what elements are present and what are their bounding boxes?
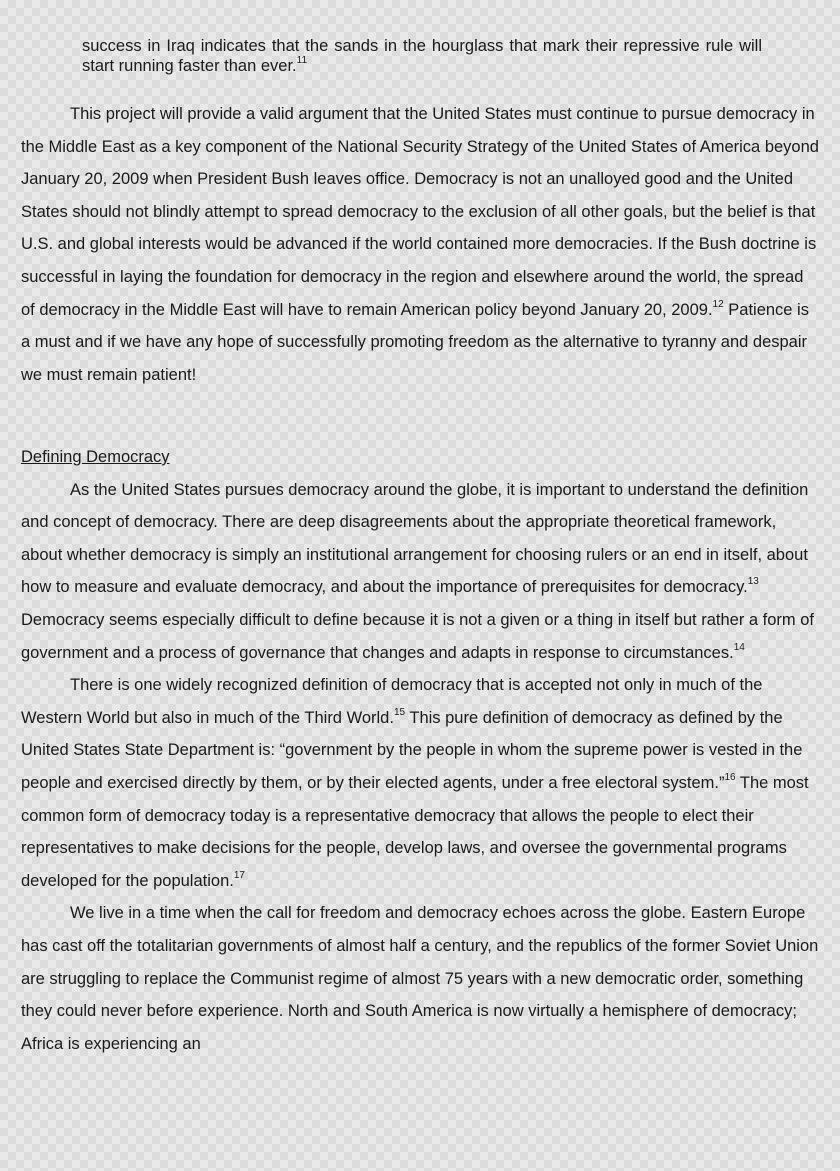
paragraph-text: This pure definition of democracy as defined by the United States State Department is: “government by the people in whom the supreme power is vested in the people and exercised directly by them, or by their elected agents, under a free electoral system.” — [21, 708, 803, 792]
footnote-ref-16[interactable]: 16 — [724, 771, 736, 783]
footnote-ref-17[interactable]: 17 — [233, 869, 245, 881]
footnote-ref-12[interactable]: 12 — [712, 298, 724, 310]
paragraph-text: Democracy seems especially difficult to define because it is not a given or a thing in itself but rather a form of government and a process of governance that changes and adapts in response to circumstances. — [21, 610, 815, 662]
paragraph-text: This project will provide a valid argument that the United States must continue to pursue democracy in the Middle East as a key component of the National Security Strategy of the United States of America beyond January 20, 2009 when President Bush leaves office. Democracy is not an unalloyed good and the United States should not blindly attempt to spread democracy to the exclusion of all other goals, but the belief is that U.S. and global interests would be advanced if the world contained more democracies. If the Bush doctrine is successful in laying the foundation for democracy in the region and elsewhere around the world, the spread of democracy in the Middle East will have to remain American policy beyond January 20, 2009. — [21, 105, 819, 319]
paragraph-project-argument — [21, 98, 821, 391]
footnote-ref-11[interactable]: 11 — [296, 55, 308, 66]
intro-section — [21, 98, 821, 391]
paragraph-call-for-freedom: We live in a time when the call for freedom and democracy echoes across the globe. Eastern Europe has cast off the totalitarian governments of almost half a century, and the republics of the former Soviet Union are struggling to replace the Communist regime of almost 75 years with a new democratic order, something they could never before experience. North and South America is now virtually a hemisphere of democracy; Africa is experiencing an — [21, 904, 819, 1053]
quote-text: success in Iraq indicates that the sands in the hourglass that mark their repressive rule will start running faster than ever. — [82, 37, 762, 75]
footnote-ref-15[interactable]: 15 — [393, 706, 406, 718]
paragraph-text: Patience is a must and if we have any hope of successfully promoting freedom as the alternative to tyranny and despair we must remain patient! — [21, 300, 809, 384]
block-quote — [82, 36, 762, 76]
paragraph-text: There is one widely recognized definition of democracy that is accepted not only in much of the Western World but also in much of the Third World. — [21, 676, 763, 727]
paragraph-text: The most common form of democracy today is a representative democracy that allows the people to elect their representatives to make decisions for the people, develop laws, and oversee the governmental programs developed for the population. — [21, 773, 809, 890]
paragraph-definition-concept — [21, 474, 821, 670]
section-heading: Defining Democracy — [21, 448, 170, 466]
footnote-ref-14[interactable]: 14 — [733, 641, 745, 653]
footnote-ref-13[interactable]: 13 — [747, 576, 759, 588]
defining-democracy-section — [21, 441, 821, 1060]
paragraph-text: As the United States pursues democracy around the globe, it is important to understand the definition and concept of democracy. There are deep disagreements about the appropriate theoretical framework, about whether democracy is simply an institutional arrangement for choosing rulers or an end in itself, about how to measure and evaluate democracy, and about the importance of prerequisites for democracy. — [21, 480, 809, 597]
paragraph-recognized-definition — [21, 669, 821, 897]
